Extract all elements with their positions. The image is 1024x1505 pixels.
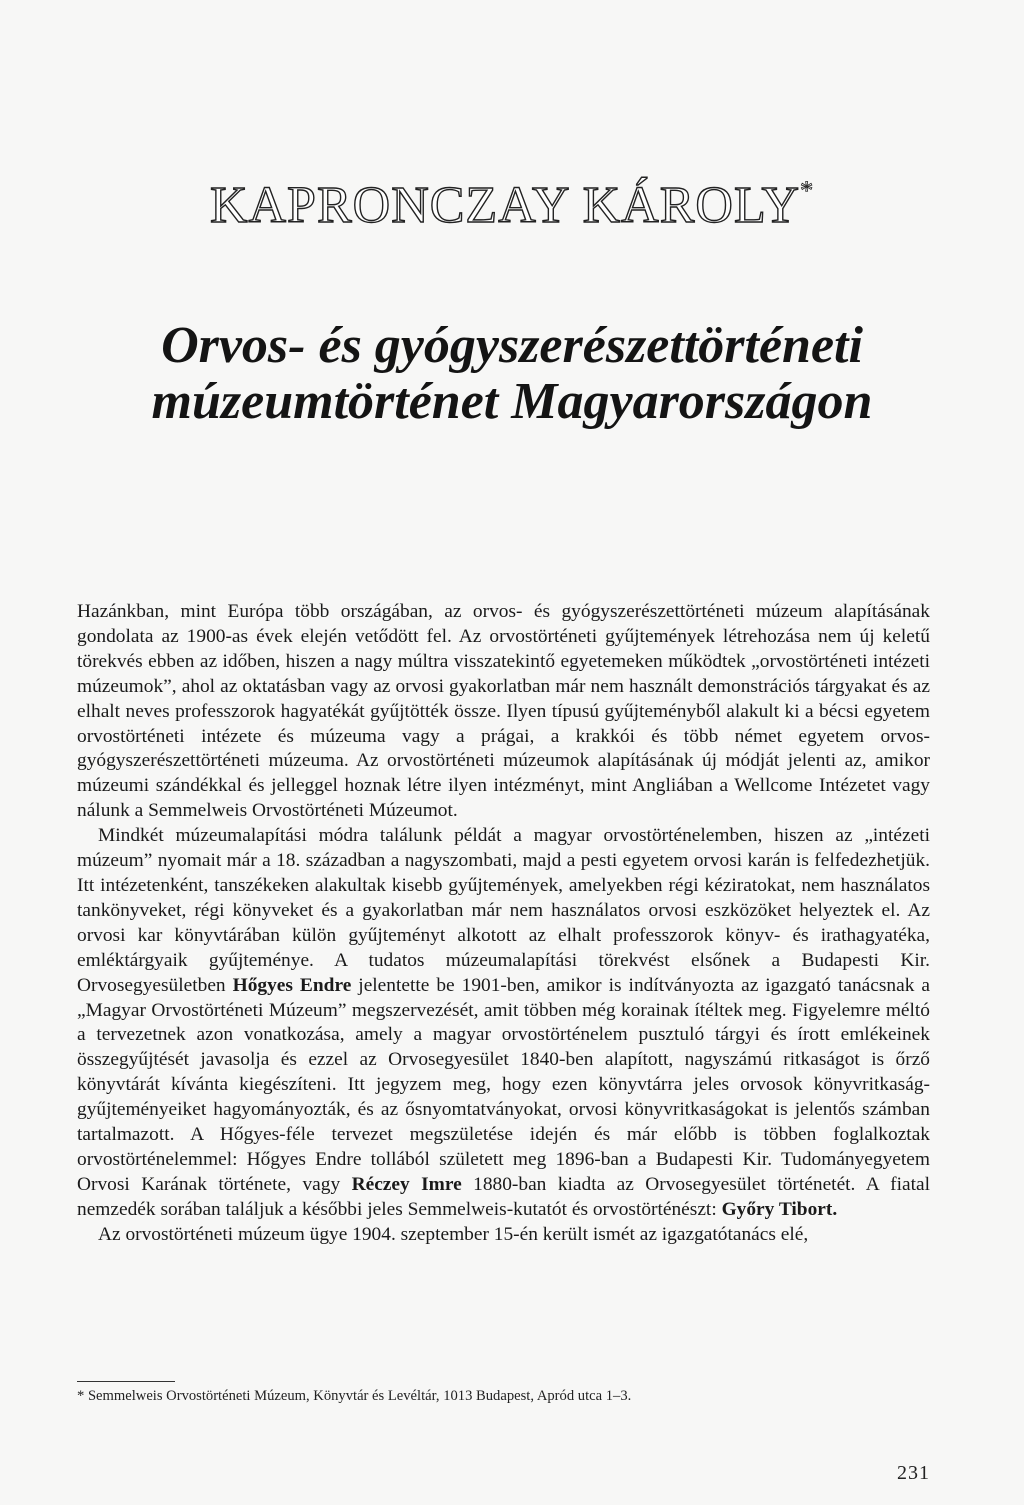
title-line-1: Orvos- és gyógyszerészettörténeti [161, 317, 863, 374]
page-number: 231 [897, 1462, 930, 1484]
footnote: * Semmelweis Orvostörténeti Múzeum, Könyvtár és Levéltár, 1013 Budapest, Apród utca 1–3. [77, 1388, 632, 1404]
paragraph-1 [77, 600, 930, 824]
text-run: Mindkét múzeumalapítási módra találunk példát a magyar orvostörténelemben, hiszen az „intézeti múzeum” nyomait már a 18. században a nagyszombati, majd a pesti egyetem orvosi karán is felfedezhetjük. Itt intézetenként, tanszékeken alakultak kisebb gyűjtemények, amelyekben régi kéziratokat, nem használatos tankönyveket, régi könyveket és a gyakorlatban már nem használatos orvosi eszközöket helyeztek el. Az orvosi kar könyvtárában külön gyűjteményt alkotott az elhalt professzorok könyv- és irathagyatéka, emléktárgyaik gyűjteménye. A tudatos múzeumalapítási törekvést elsőnek a Budapesti Kir. Orvosegyesületben [77, 825, 930, 996]
paragraph-2 [77, 824, 930, 1223]
text-run: Az orvostörténeti múzeum ügye 1904. szeptember 15-én került ismét az igazgatótanács elé, [98, 1223, 809, 1245]
text-run: Hazánkban, mint Európa több országában, az orvos- és gyógyszerészettörténeti múzeum alapításának gondolata az 1900-as évek elején vetődött fel. Az orvostörténeti gyűjtemények létrehozása nem új keletű törekvés ebben az időben, hiszen a nagy múltra visszatekintő egyetemeken működtek „orvostörténeti intézeti múzeumok”, ahol az oktatásban vagy az orvosi gyakorlatban már nem használt demonstrációs tárgyakat és az elhalt neves professzorok hagyatékát gyűjtötték össze. Ilyen típusú gyűjteményből alakult ki a bécsi egyetem orvostörténeti intézete és múzeuma vagy a prágai, a krakkói és több német egyetem orvos-gyógyszerészettörténeti múzeuma. Az orvostörténeti múzeumok alapításának új módját jelenti az, amikor múzeumi szándékkal és jelleggel hoznak létre ilyen intézményt, mint Angliában a Wellcome Intézetet vagy nálunk a Semmelweis Orvostörténeti Múzeumot. [77, 601, 930, 822]
footnote-marker: * [800, 176, 815, 205]
person-name: Hőgyes Endre [232, 974, 352, 996]
article-body [77, 600, 930, 1248]
person-name: Győry Tibort. [721, 1198, 838, 1220]
title-line-2: múzeumtörténet Magyarországon [151, 373, 873, 430]
text-run: 1880-ban kiadta az Orvosegyesület történetét. A fiatal nemzedék sorában találjuk a későbbi jeles Semmelweis-kutatót és orvostörténészt: [77, 1173, 930, 1220]
paragraph-3 [77, 1223, 930, 1248]
person-name: Réczey Imre [351, 1173, 462, 1195]
text-run: jelentette be 1901-ben, amikor is indítványozta az igazgató tanácsnak a „Magyar Orvostörténeti Múzeum” megszervezését, amit többen még korainak ítéltek meg. Figyelemre méltó a tervezetnek azon vonatkozása, amely a magyar orvostörténelem pusztuló tárgyi és írott emlékeinek összegyűjtését javasolja és ezzel az Orvosegyesület 1840-ben alapított, nagyszámú ritkaságot is őrző könyvtárát kívánta kiegészíteni. Itt jegyzem meg, hogy ezen könyvtárra jeles orvosok könyvritkaság-gyűjteményeiket hagyományozták, és az ősnyomtatványokat, orvosi könyvritkaságokat is jelentős számban tartalmazott. A Hőgyes-féle tervezet megszületése idején és már előbb is többen foglalkoztak orvostörténelemmel: Hőgyes Endre tollából született meg 1896-ban a Budapesti Kir. Tudományegyetem Orvosi Karának története, vagy [77, 974, 931, 1195]
article-title [0, 318, 1024, 430]
footnote-divider [77, 1381, 175, 1382]
author-name: KAPRONCZAY KÁROLY* [209, 176, 815, 234]
